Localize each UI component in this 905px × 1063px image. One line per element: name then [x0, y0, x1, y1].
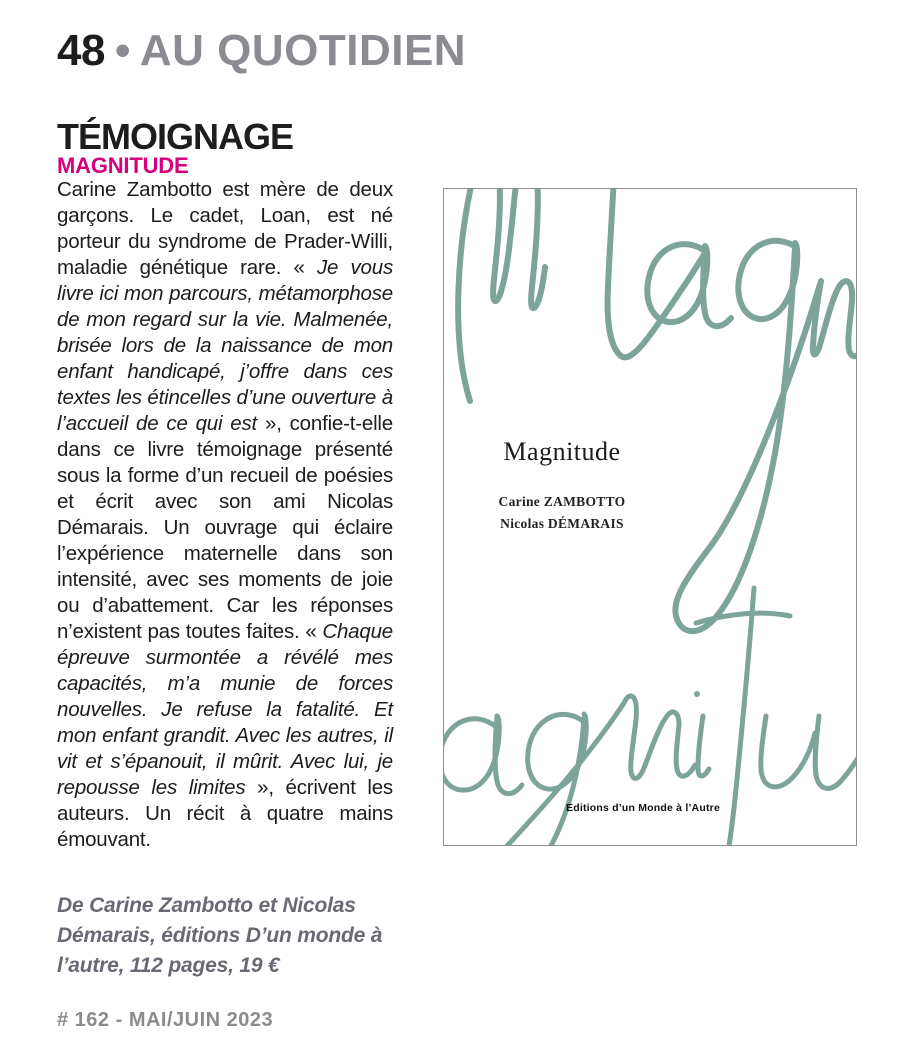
- article-kicker: TÉMOIGNAGE: [57, 116, 294, 157]
- cover-author-2: Nicolas DÉMARAIS: [500, 516, 624, 531]
- cover-author-1: Carine ZAMBOTTO: [498, 494, 626, 509]
- cover-publisher: Editions d’un Monde à l’Autre: [566, 802, 720, 814]
- section-name: AU QUOTIDIEN: [139, 26, 467, 75]
- article-body: Carine Zambotto est mère de deux garçons. Le cadet, Loan, est né porteur du syndrome de Prader-Willi, maladie génétique rare. « Je vous livre ici mon parcours, métamorphose de mon regard sur la vie. Malmenée, brisée lors de la naissance de mon enfant handicapé, j’offre dans ces textes les étincelles d’une ouverture à l’accueil de ce qui est », confie-t-elle dans ce livre témoignage présenté sous la forme d’un recueil de poésies et écrit avec son ami Nicolas Démarais. Un ouvrage qui éclaire l’expérience maternelle dans son intensité, avec ses moments de joie ou d’abattement. Car les réponses n’existent pas toutes faites. « Chaque épreuve surmontée a révélé mes capacités, m’a munie de forces nouvelles. Je refuse la fatalité. Et mon enfant grandit. Avec les autres, il vit et s’épanouit, il mûrit. Avec lui, je repousse les limites », écrivent les auteurs. Un récit à quatre mains émouvant.: [57, 178, 394, 851]
- article-title: MAGNITUDE: [57, 153, 189, 178]
- header-bullet-separator: •: [114, 26, 130, 75]
- book-cover: [443, 188, 857, 846]
- cover-title-block: [443, 437, 682, 535]
- article-credit: De Carine Zambotto et Nicolas Démarais, éditions D’un monde à l’autre, 112 pages, 19 €: [57, 894, 383, 977]
- cover-authors: [443, 491, 682, 535]
- page-number: 48: [57, 26, 105, 75]
- page-header: [57, 26, 466, 76]
- script-word-top: [458, 189, 856, 631]
- issue-footer: # 162 - MAI/JUIN 2023: [57, 1009, 274, 1031]
- cover-title: Magnitude: [503, 437, 621, 466]
- i-dot: [694, 691, 700, 697]
